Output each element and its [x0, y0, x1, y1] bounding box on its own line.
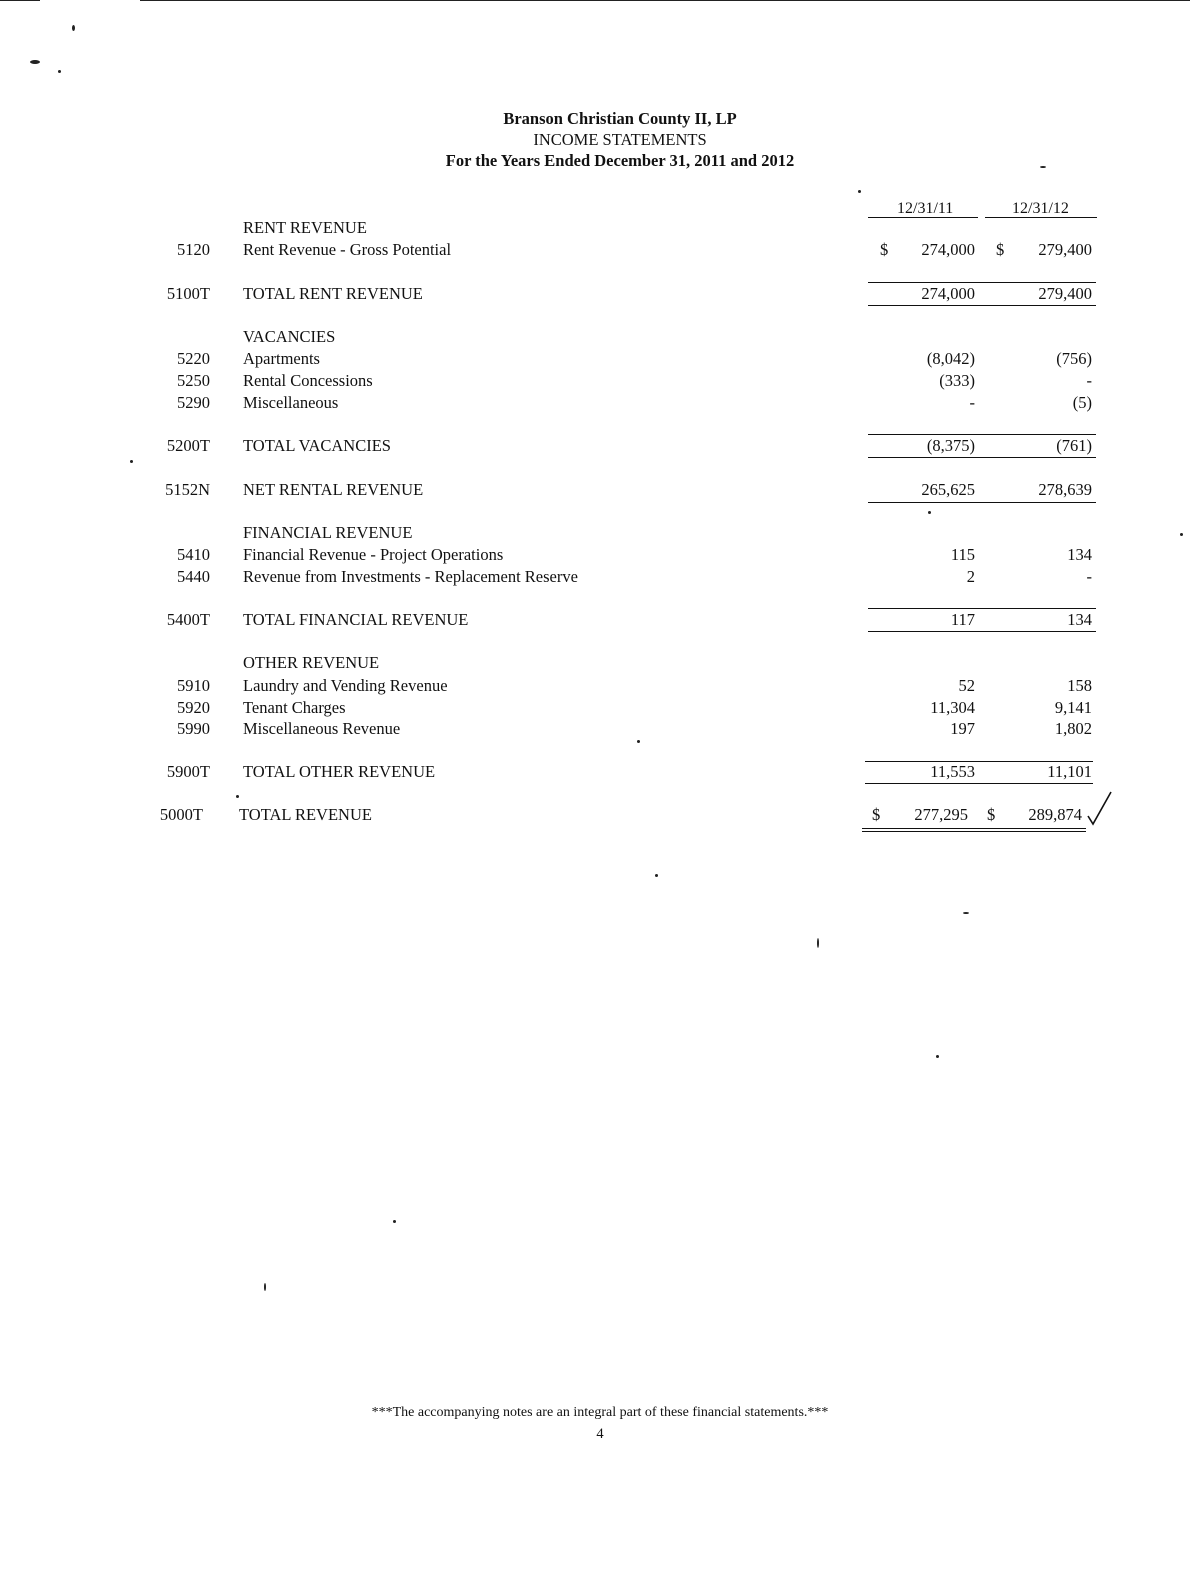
account-label: Apartments: [243, 349, 320, 368]
value-2011: 52: [958, 676, 975, 695]
account-code: 5990: [177, 719, 210, 738]
account-label: TOTAL FINANCIAL REVENUE: [243, 610, 469, 629]
table-row-grand-total: [0, 805, 1200, 827]
table-row: [0, 676, 1200, 698]
value-2012: 1,802: [1054, 719, 1092, 738]
scan-speck: [817, 938, 819, 948]
account-label: Tenant Charges: [243, 698, 346, 717]
scan-speck: [1180, 533, 1183, 536]
section-heading-label: OTHER REVENUE: [243, 653, 380, 672]
scan-speck: [264, 1283, 266, 1291]
account-label: NET RENTAL REVENUE: [243, 480, 424, 499]
section-heading-label: VACANCIES: [243, 327, 336, 346]
section-heading-rent: [0, 218, 1200, 240]
section-heading-label: RENT REVENUE: [243, 218, 367, 237]
scan-speck: [963, 912, 969, 914]
table-row-total: [0, 480, 1200, 502]
account-code: 5290: [177, 393, 210, 412]
account-label: TOTAL RENT REVENUE: [243, 284, 423, 303]
value-2012: 9,141: [1054, 698, 1092, 717]
table-row: [0, 567, 1200, 589]
scan-edge-line: [0, 0, 40, 1]
total-rule: [868, 457, 1096, 458]
account-code: 5920: [177, 698, 210, 717]
account-code: 5100T: [166, 284, 210, 303]
subtotal-rule: [868, 608, 1096, 609]
account-code: 5200T: [166, 436, 210, 455]
account-label: Revenue from Investments - Replacement Reserve: [243, 567, 578, 586]
value-2011: 2: [966, 567, 975, 586]
scan-speck: [236, 795, 239, 798]
footer-note: ***The accompanying notes are an integral part of these financial statements.***: [371, 1405, 829, 1420]
account-code: 5440: [177, 567, 210, 586]
table-row: [0, 545, 1200, 567]
value-2011: (8,042): [926, 349, 975, 368]
value-2011: 11,553: [930, 762, 975, 781]
value-2011: 277,295: [914, 805, 968, 824]
table-row: [0, 371, 1200, 393]
account-label: TOTAL VACANCIES: [243, 436, 391, 455]
value-2012: 278,639: [1038, 480, 1092, 499]
value-2012: 134: [1067, 545, 1092, 564]
account-label: Rent Revenue - Gross Potential: [243, 240, 452, 259]
scan-speck: [936, 1055, 939, 1058]
total-rule: [868, 305, 1096, 306]
value-2012: 289,874: [1028, 805, 1082, 824]
currency-symbol: $: [872, 805, 881, 824]
scan-edge-line: [140, 0, 1190, 1]
account-code: 5120: [177, 240, 210, 259]
section-heading-label: FINANCIAL REVENUE: [243, 523, 413, 542]
account-code: 5152N: [165, 480, 210, 499]
value-2011: (8,375): [926, 436, 975, 455]
scan-speck: [58, 70, 61, 73]
value-2011: 197: [950, 719, 975, 738]
grand-total-rule: [862, 831, 1086, 832]
account-label: Miscellaneous Revenue: [243, 719, 401, 738]
scan-speck: [72, 25, 75, 31]
account-label: TOTAL REVENUE: [239, 805, 372, 824]
checkmark-icon: [1085, 790, 1115, 826]
table-row: [0, 393, 1200, 415]
table-row: [0, 719, 1200, 741]
section-heading-vacancies: [0, 327, 1200, 349]
account-label: Laundry and Vending Revenue: [243, 676, 448, 695]
table-row: [0, 240, 1200, 262]
scan-speck: [928, 511, 931, 514]
account-code: 5400T: [166, 610, 210, 629]
column-header-2012: 12/31/12: [1012, 200, 1069, 217]
statement-period: For the Years Ended December 31, 2011 and 2012: [445, 151, 795, 170]
subtotal-rule: [868, 282, 1096, 283]
table-row: [0, 698, 1200, 720]
section-heading-financial: [0, 523, 1200, 545]
value-2011: 11,304: [930, 698, 975, 717]
account-label: TOTAL OTHER REVENUE: [243, 762, 436, 781]
value-2011: 274,000: [921, 240, 975, 259]
value-2012: (5): [1072, 393, 1092, 412]
company-name: Branson Christian County II, LP: [503, 109, 737, 128]
value-2011: (333): [939, 371, 975, 390]
total-rule: [868, 502, 1096, 503]
account-label: Rental Concessions: [243, 371, 373, 390]
grand-total-rule: [862, 828, 1086, 829]
account-label: Miscellaneous: [243, 393, 339, 412]
statement-header: [0, 108, 1200, 171]
account-code: 5900T: [166, 762, 210, 781]
scan-speck: [130, 460, 133, 463]
scan-speck: [393, 1220, 396, 1223]
value-2012: 134: [1067, 610, 1092, 629]
account-code: 5220: [177, 349, 210, 368]
currency-symbol: $: [880, 240, 889, 259]
value-2012: 279,400: [1038, 240, 1092, 259]
statement-title: INCOME STATEMENTS: [533, 130, 707, 149]
account-code: 5910: [177, 676, 210, 695]
subtotal-rule: [868, 434, 1096, 435]
scan-speck: [637, 740, 640, 743]
account-code: 5250: [177, 371, 210, 390]
section-heading-other: [0, 653, 1200, 675]
account-code: 5410: [177, 545, 210, 564]
value-2012: -: [1086, 567, 1092, 586]
page-number: 4: [596, 1426, 604, 1442]
table-row: [0, 349, 1200, 371]
value-2011: 265,625: [921, 480, 975, 499]
value-2012: (761): [1056, 436, 1092, 455]
total-rule: [868, 631, 1096, 632]
scan-speck: [30, 60, 40, 64]
account-code: 5000T: [159, 805, 203, 824]
value-2011: 115: [950, 545, 975, 564]
value-2012: 11,101: [1047, 762, 1092, 781]
currency-symbol: $: [996, 240, 1005, 259]
value-2011: 117: [950, 610, 975, 629]
value-2012: -: [1086, 371, 1092, 390]
table-row-total: [0, 610, 1200, 632]
value-2012: 158: [1067, 676, 1092, 695]
scan-speck: [1040, 166, 1046, 168]
value-2012: (756): [1056, 349, 1092, 368]
account-label: Financial Revenue - Project Operations: [243, 545, 504, 564]
value-2012: 279,400: [1038, 284, 1092, 303]
column-header-2011: 12/31/11: [897, 200, 954, 217]
value-2011: -: [969, 393, 975, 412]
table-row-total: [0, 762, 1200, 784]
table-row-total: [0, 284, 1200, 306]
table-row-total: [0, 436, 1200, 458]
scan-speck: [655, 874, 658, 877]
value-2011: 274,000: [921, 284, 975, 303]
scan-speck: [858, 190, 861, 193]
total-rule: [865, 783, 1093, 784]
currency-symbol: $: [987, 805, 996, 824]
